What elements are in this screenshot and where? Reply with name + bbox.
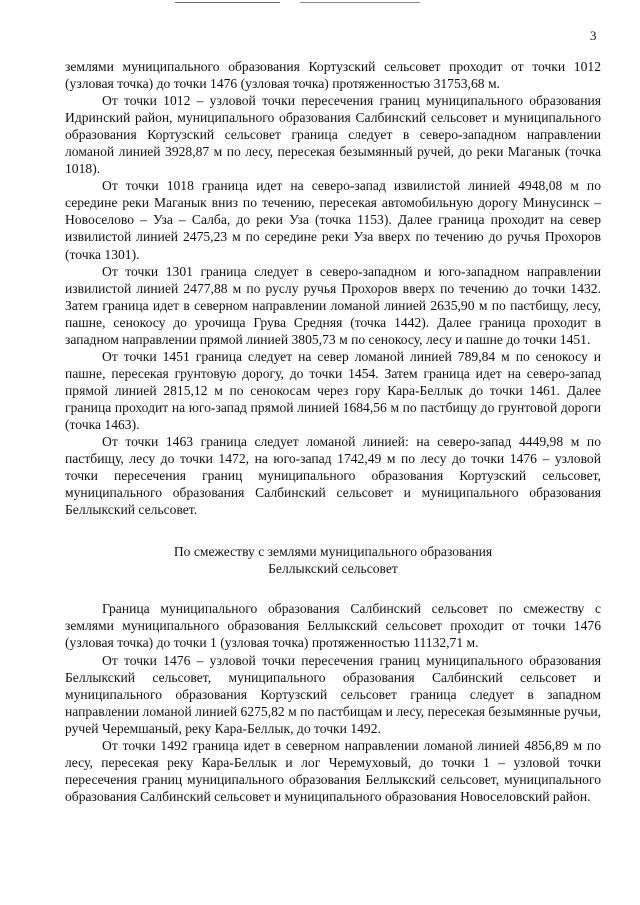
document-body — [65, 58, 601, 805]
paragraph: землями муниципального образования Кортузский сельсовет проходит от точки 1012 (узловая точка) до точки 1476 (узловая точка) протяженностью 31753,68 м. — [65, 59, 601, 92]
section-heading — [65, 543, 601, 577]
paragraph: От точки 1012 – узловой точки пересечения границ муниципального образования Идринский район, муниципального образования Салбинский сельсовет и муниципального образования Кортузский сельсовет граница следует в северо-западном направлении ломаной линией 3928,87 м по лесу, пересекая безымянный ручей, до реки Маганык (точка 1018). — [65, 93, 601, 177]
paragraph: От точки 1451 граница следует на север ломаной линией 789,84 м по сенокосу и пашне, пересекая грунтовую дорогу, до точки 1454. Затем граница идет на северо-запад прямой линией 2815,12 м по сенокосам через гору Кара-Беллык до точки 1461. Далее граница проходит на юго-запад прямой линией 1684,56 м по пастбищу до грунтовой дороги (точка 1463). — [65, 348, 601, 432]
section-heading-line: Беллыкский сельсовет — [268, 561, 398, 577]
section-heading-line: По смежеству с землями муниципального образования — [173, 544, 493, 560]
paragraph: От точки 1301 граница следует в северо-западном и юго-западном направлении извилистой линией 2477,88 м по руслу ручья Прохоров вверх по течению до точки 1432. Затем граница идет в северном направлении ломаной линией 2635,90 м по пастбищу, лесу, пашне, сенокосу до урочища Грува Средняя (точка 1442). Далее граница проходит в западном направлении прямой линией 3805,73 м по сенокосу, лесу и пашне до точки 1451. — [65, 263, 601, 347]
page-number: 3 — [590, 28, 597, 43]
paragraph: От точки 1018 граница идет на северо-запад извилистой линией 4948,08 м по середине реки Маганык вниз по течению, пересекая автомобильную дорогу Минусинск – Новоселово – Уза – Салба, до реки Уза (точка 1153). Далее граница проходит на север извилистой линией 2475,23 м по середине реки Уза вверх по течению до ручья Прохоров (точка 1301). — [65, 178, 601, 262]
paragraph: От точки 1476 – узловой точки пересечения границ муниципального образования Беллыкский сельсовет, муниципального образования Салбинский сельсовет и муниципального образования Кортузский сельсовет граница следует в западном направлении ломаной линией 6275,82 м по пастбищам и лесу, пересекая безымянные ручьи, ручей Черемшаный, реку Кара-Беллык, до точки 1492. — [65, 652, 601, 736]
scan-edge-line-left — [175, 2, 280, 3]
paragraph: От точки 1492 граница идет в северном направлении ломаной линией 4856,89 м по лесу, пересекая реку Кара-Беллык и лог Черемуховый, до точки 1 – узловой точки пересечения границ муниципального образования Беллыкский сельсовет, муниципального образования Салбинский сельсовет и муниципального образования Новоселовский район. — [65, 737, 601, 804]
scan-edge-line-right — [300, 2, 420, 3]
paragraph: От точки 1463 граница следует ломаной линией: на северо-запад 4449,98 м по пастбищу, лесу до точки 1472, на юго-запад 1742,49 м по лесу до точки 1476 – узловой точки пересечения границ муниципального образования Кортузский сельсовет, муниципального образования Салбинский сельсовет и муниципального образования Беллыкский сельсовет. — [65, 434, 601, 518]
paragraph: Граница муниципального образования Салбинский сельсовет по смежеству с землями муниципального образования Беллыкский сельсовет проходит от точки 1476 (узловая точка) до точки 1 (узловая точка) протяженностью 11132,71 м. — [65, 601, 601, 651]
